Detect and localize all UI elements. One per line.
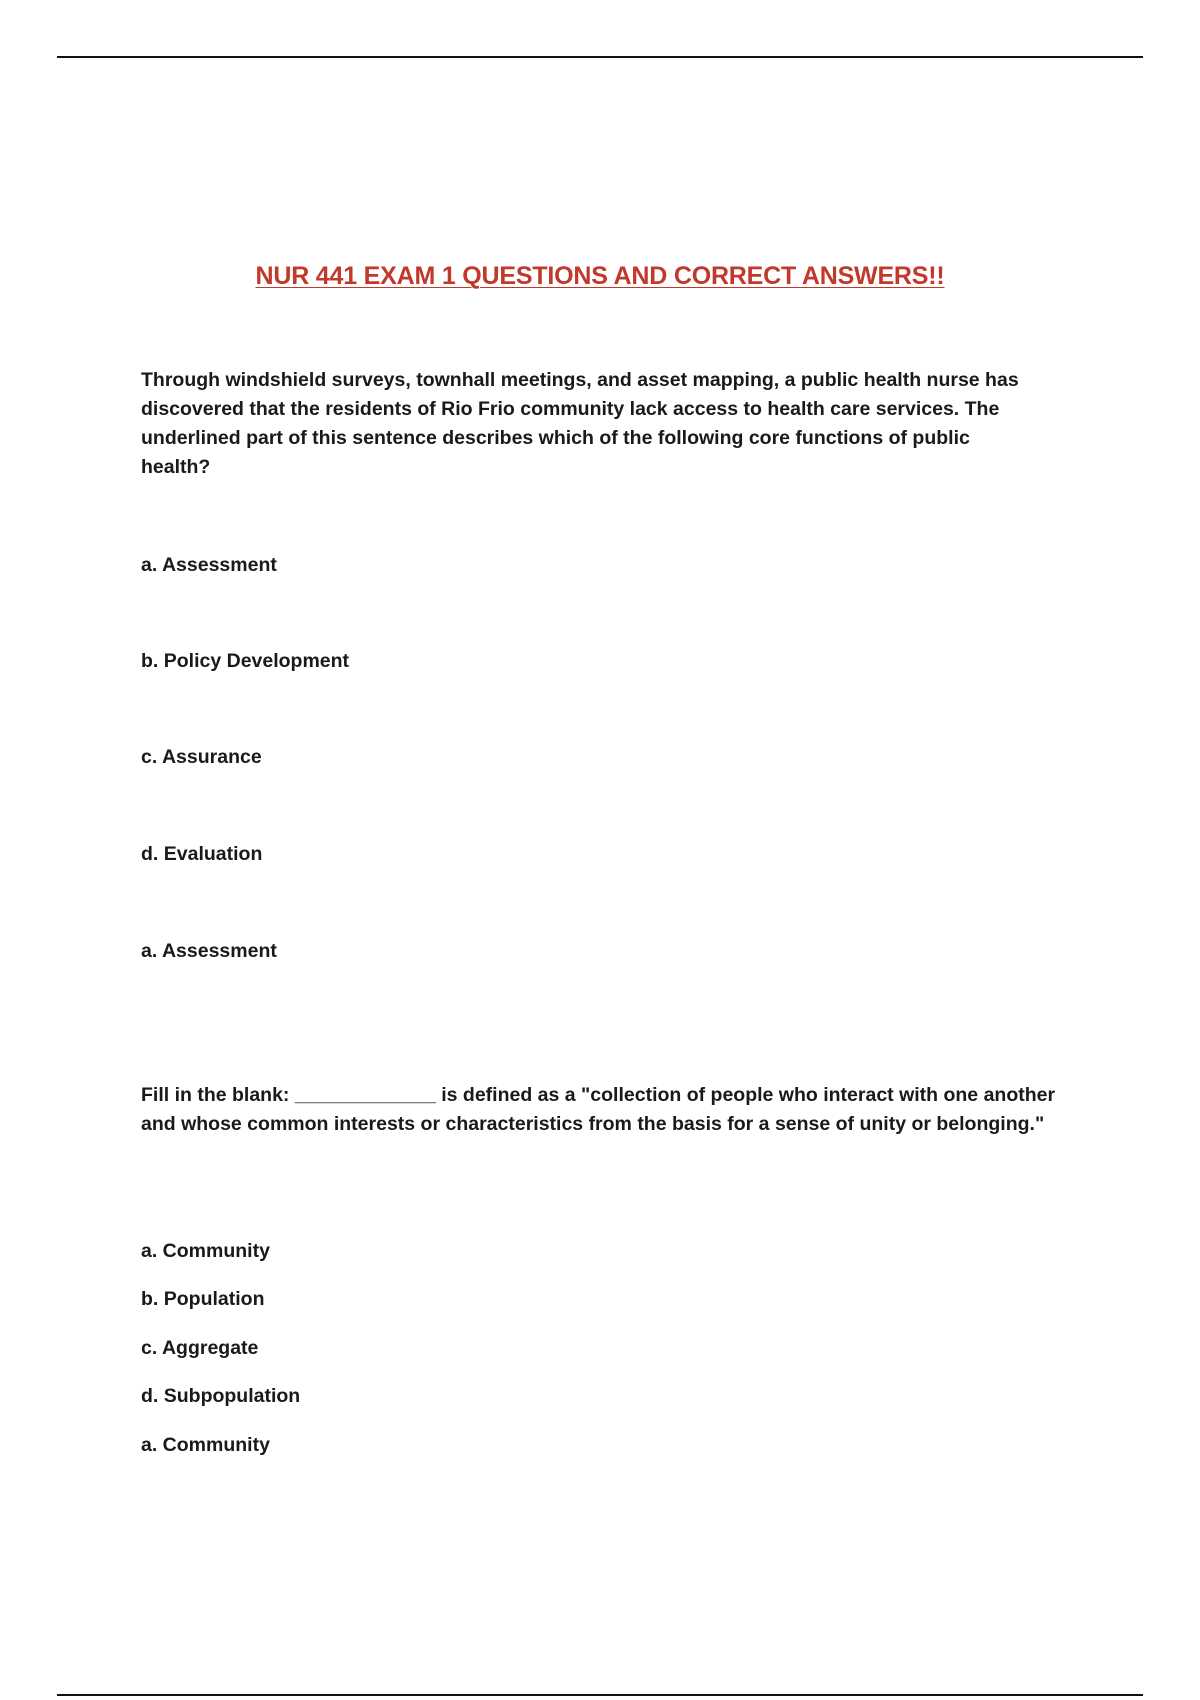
- question-2-option-a: a. Community: [141, 1240, 270, 1262]
- question-1-option-c: c. Assurance: [141, 746, 262, 768]
- question-1-option-b: b. Policy Development: [141, 650, 350, 672]
- question-1-answer: a. Assessment: [141, 940, 277, 962]
- question-2-option-c: c. Aggregate: [141, 1337, 259, 1359]
- question-2-answer: a. Community: [141, 1434, 270, 1456]
- question-1-option-a: a. Assessment: [141, 554, 277, 576]
- question-2-option-d: d. Subpopulation: [141, 1385, 301, 1407]
- question-2-option-b: b. Population: [141, 1288, 265, 1310]
- page-title: NUR 441 EXAM 1 QUESTIONS AND CORRECT ANSWERS!!: [255, 262, 945, 290]
- question-1-text: Through windshield surveys, townhall meetings, and asset mapping, a public health nurse has discovered that the residents of Rio Frio community lack access to health care services. The underlined part of this sentence describes which of the following core functions of public health?: [141, 369, 1019, 478]
- question-2-text: Fill in the blank: _____________ is defined as a "collection of people who interact with one another and whose common interests or characteristics from the basis for a sense of unity or belonging.": [141, 1084, 1056, 1135]
- bottom-rule: [57, 1694, 1143, 1696]
- top-rule: [57, 56, 1143, 58]
- question-1-option-d: d. Evaluation: [141, 843, 263, 865]
